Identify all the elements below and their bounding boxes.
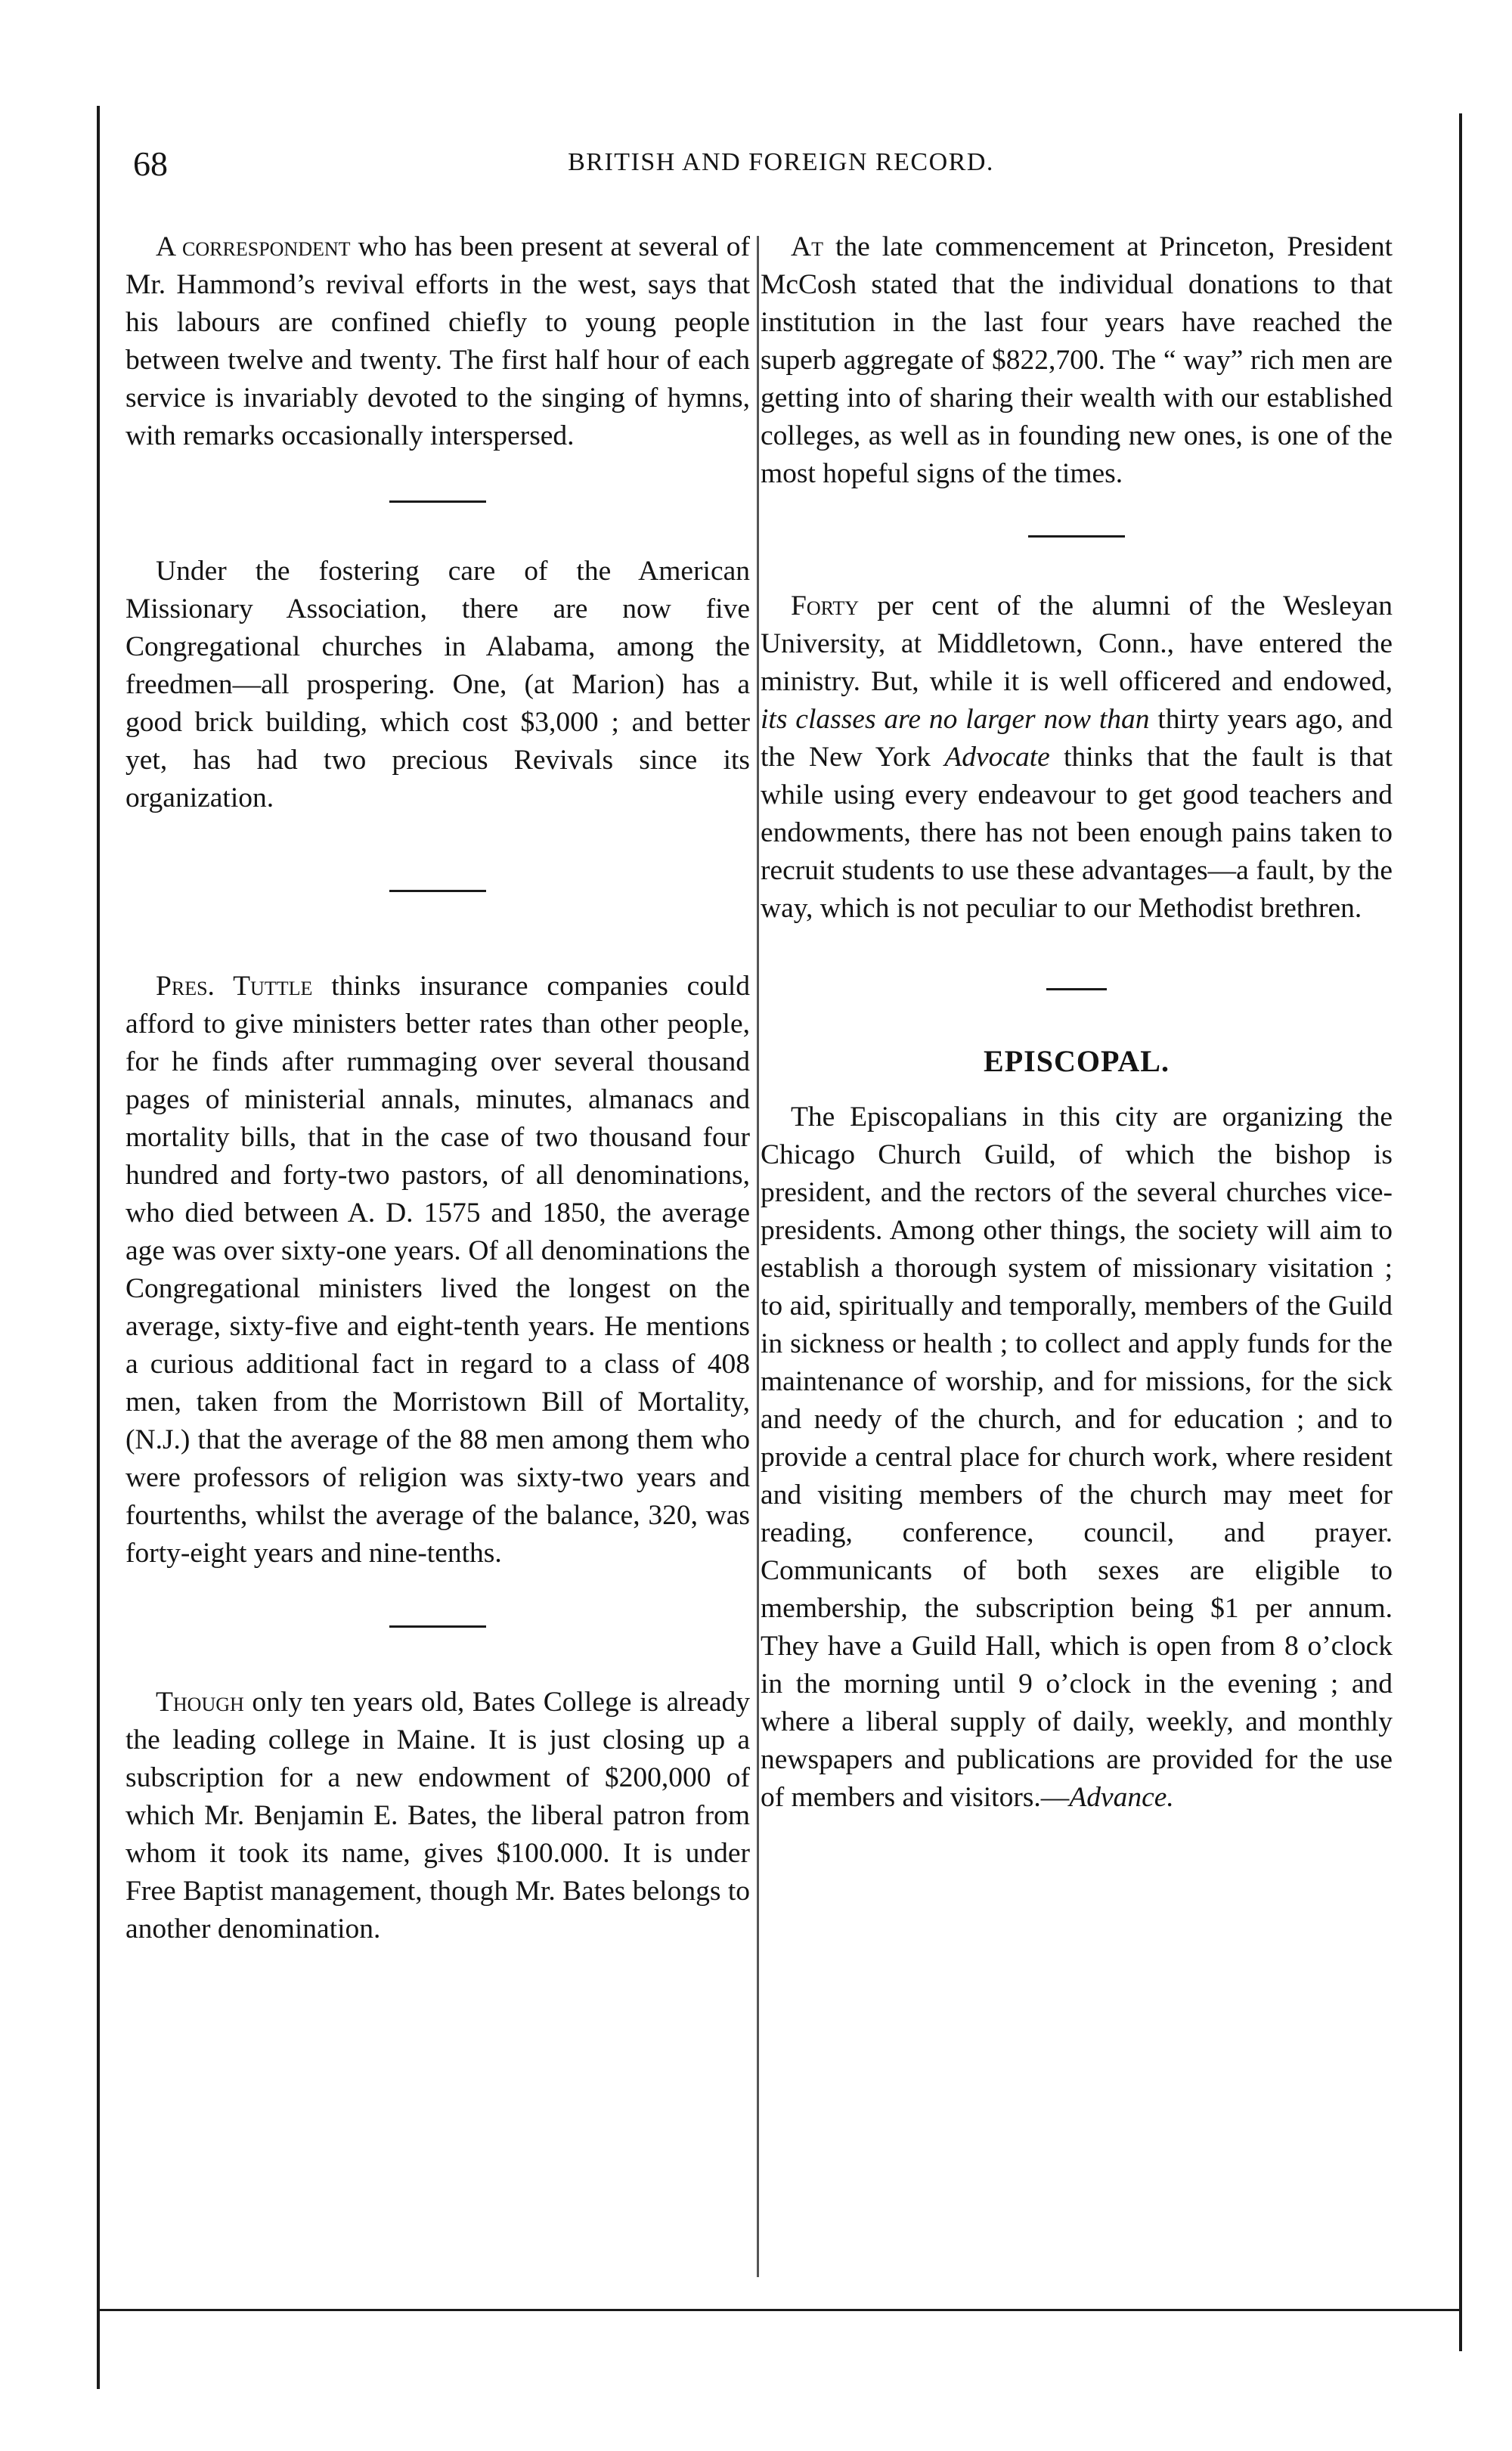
article-body: thinks that the fault is that while using every endeavour to get good teachers and endowments, there has not been enough pains taken to recruit students to use these advantages—a fault, by the way, which is not peculiar to our Methodist brethren. xyxy=(761,742,1393,924)
article-italic: its classes are no larger now than xyxy=(761,704,1150,735)
article-princeton-donations xyxy=(761,228,1393,493)
article-body: only ten years old, Bates College is already the leading college in Maine. It is just closing up a subscription for a new endowment of $200,000 of which Mr. Benjamin E. Bates, the liberal patron from whom it took its name, gives $100.000. It is under Free Baptist management, though Mr. Bates belongs to another denomination. xyxy=(125,1687,750,1944)
right-column xyxy=(761,228,1393,1817)
separator-rule xyxy=(1028,535,1125,538)
article-body: per cent of the alumni of the Wesleyan University, at Middletown, Conn., have entered the ministry. But, while it is well officered and endowed, xyxy=(761,590,1393,697)
separator-rule xyxy=(389,890,486,892)
left-border-rule xyxy=(97,106,100,2389)
article-chicago-church-guild xyxy=(761,1098,1393,1817)
publication-name: Advocate xyxy=(944,742,1050,773)
section-heading-episcopal: EPISCOPAL. xyxy=(984,1044,1170,1078)
article-lead: At xyxy=(791,231,823,262)
article-body: thinks insurance companies could afford to give ministers better rates than other people, for he finds after rummaging over several thousand pages of ministerial annals, minutes, almanacs and mortality bills, that in the case of two thousand four hundred and forty-two pastors, of all denominations, who died between A. D. 1575 and 1850, the average age was over sixty-one years. Of all denominations the Congregational ministers lived the longest on the average, sixty-five and eight-tenth years. He mentions a curious additional fact in regard to a class of 408 men, taken from the Morristown Bill of Mortality, (N.J.) that the average of the 88 men among them who were professors of religion was sixty-two years and fourtenths, whilst the average of the balance, 320, was forty-eight years and nine-tenths. xyxy=(125,971,750,1569)
article-american-missionary xyxy=(125,553,750,817)
column-divider xyxy=(757,236,759,2277)
article-source: Advance. xyxy=(1069,1782,1174,1813)
article-body: the late commencement at Princeton, President McCosh stated that the individual donations to that institution in the last four years have reached the superb aggregate of $822,700. The “ way” rich men are getting into of sharing their wealth with our established colleges, as well as in founding new ones, is one of the most hopeful signs of the times. xyxy=(761,231,1393,489)
article-tuttle-insurance xyxy=(125,968,750,1573)
separator-rule xyxy=(389,1625,486,1628)
separator-rule xyxy=(389,500,486,503)
bottom-border-rule xyxy=(98,2309,1461,2311)
right-border-rule xyxy=(1459,113,1462,2351)
article-body: Under the fostering care of the American Missionary Association, there are now five Congregational churches in Alabama, among the freedmen—all prospering. One, (at Marion) has a good brick building, which cost $3,000 ; and better yet, has had two precious Revivals since its organization. xyxy=(125,556,750,813)
article-lead: Pres. Tuttle xyxy=(156,971,313,1002)
article-body: The Episcopalians in this city are organizing the Chicago Church Guild, of which the bishop is president, and the rectors of the several churches vice-presidents. Among other things, the society will aim to establish a thorough system of missionary visitation ; to aid, spiritually and temporally, members of the Guild in sickness or health ; to collect and apply funds for the maintenance of worship, and for missions, for the sick and needy of the church, and for education ; and to provide a central place for church work, where resident and visiting members of the church may meet for reading, conference, council, and prayer. Communicants of both sexes are eligible to membership, the subscription being $1 per annum. They have a Guild Hall, which is open from 8 o’clock in the morning until 9 o’clock in the evening ; and where a liberal supply of daily, weekly, and monthly newspapers and publications are provided for the use of members and visitors.— xyxy=(761,1102,1393,1813)
article-hammond-revival xyxy=(125,228,750,455)
article-bates-college xyxy=(125,1684,750,1948)
article-lead: Though xyxy=(156,1687,244,1718)
article-lead: Forty xyxy=(791,590,860,621)
separator-rule xyxy=(1046,988,1107,990)
running-title: BRITISH AND FOREIGN RECORD. xyxy=(568,148,994,176)
article-lead: A correspondent xyxy=(156,231,351,262)
article-wesleyan-alumni xyxy=(761,587,1393,928)
article-body: thirty years ago, and the New York xyxy=(761,704,1393,773)
page-number: 68 xyxy=(133,144,168,183)
article-body: who has been present at several of Mr. Hammond’s revival efforts in the west, says that his labours are confined chiefly to young people between twelve and twenty. The first half hour of each service is invariably devoted to the singing of hymns, with remarks occasionally interspersed. xyxy=(125,231,750,451)
left-column xyxy=(125,228,750,1948)
page-header xyxy=(104,144,1458,189)
